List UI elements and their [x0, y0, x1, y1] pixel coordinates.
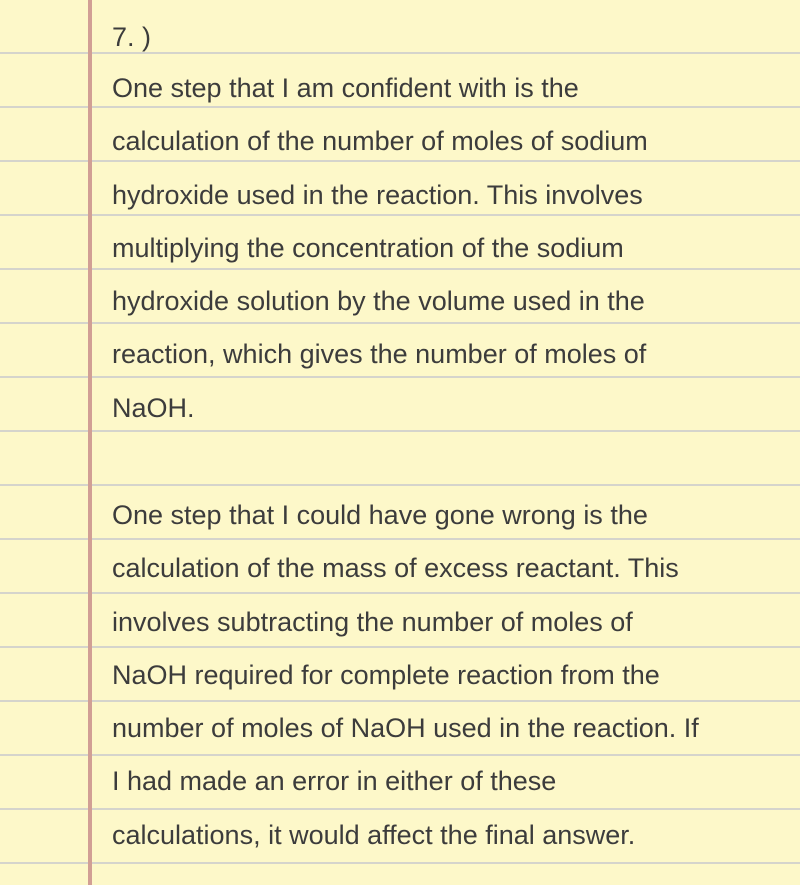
text-line: NaOH. [112, 392, 195, 423]
question-number: 7. ) [112, 22, 152, 52]
heading-block [112, 11, 784, 64]
text-line: hydroxide used in the reaction. This involves [112, 179, 643, 210]
text-line: hydroxide solution by the volume used in the [112, 286, 645, 317]
margin-line [88, 0, 92, 885]
paragraph-confident-step [112, 62, 784, 435]
paragraph-possible-error-step [112, 489, 784, 862]
text-line: number of moles of NaOH used in the reaction. If [112, 713, 699, 744]
text-line: NaOH required for complete reaction from the [112, 659, 660, 690]
text-line: calculation of the mass of excess reactant. This [112, 553, 679, 584]
text-line: multiplying the concentration of the sodium [112, 232, 624, 263]
text-line: I had made an error in either of these [112, 766, 557, 797]
text-line: reaction, which gives the number of moles of [112, 339, 647, 370]
text-line: calculation of the number of moles of sodium [112, 126, 648, 157]
text-line: calculations, it would affect the final answer. [112, 819, 636, 850]
text-line: One step that I could have gone wrong is the [112, 500, 648, 530]
text-line: involves subtracting the number of moles of [112, 606, 633, 637]
text-line: One step that I am confident with is the [112, 73, 579, 103]
